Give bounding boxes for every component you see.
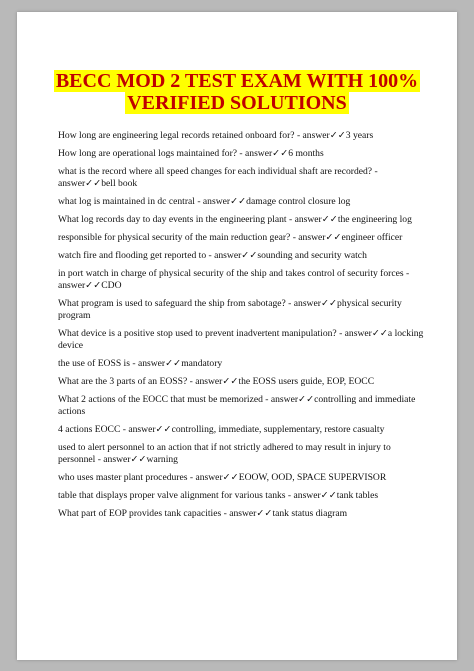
qa-item: what log is maintained in dc central - answer✓✓damage control closure log	[58, 196, 351, 207]
qa-item: What device is a positive stop used to prevent inadvertent manipulation? - answer✓✓a locking device	[58, 328, 424, 351]
qa-item: What part of EOP provides tank capacities - answer✓✓tank status diagram	[58, 508, 348, 519]
qa-item: What log records day to day events in the engineering plant - answer✓✓the engineering log	[58, 214, 412, 225]
qa-item: what is the record where all speed changes for each individual shaft are recorded? - answer✓✓bell book	[58, 166, 378, 189]
qa-item: who uses master plant procedures - answer✓✓EOOW, OOD, SPACE SUPERVISOR	[58, 472, 387, 483]
qa-item: used to alert personnel to an action that if not strictly adhered to may result in injury to personnel - answer✓✓warning	[58, 442, 391, 465]
qa-item: the use of EOSS is - answer✓✓mandatory	[58, 358, 223, 369]
document-title	[17, 70, 457, 114]
qa-item: What program is used to safeguard the ship from sabotage? - answer✓✓physical security program	[58, 298, 402, 321]
qa-item: How long are operational logs maintained for? - answer✓✓6 months	[58, 148, 324, 159]
qa-item: How long are engineering legal records retained onboard for? - answer✓✓3 years	[58, 130, 374, 141]
qa-item: responsible for physical security of the main reduction gear? - answer✓✓engineer officer	[58, 232, 403, 243]
qa-item: What 2 actions of the EOCC that must be memorized - answer✓✓controlling and immediate actions	[58, 394, 416, 417]
document-page	[17, 12, 457, 660]
qa-item: watch fire and flooding get reported to - answer✓✓sounding and security watch	[58, 250, 367, 261]
qa-item: 4 actions EOCC - answer✓✓controlling, immediate, supplementary, restore casualty	[58, 424, 385, 435]
qa-item: What are the 3 parts of an EOSS? - answer✓✓the EOSS users guide, EOP, EOCC	[58, 376, 375, 387]
qa-item: table that displays proper valve alignment for various tanks - answer✓✓tank tables	[58, 490, 379, 501]
title-line-2: VERIFIED SOLUTIONS	[127, 92, 347, 114]
title-line-1: BECC MOD 2 TEST EXAM WITH 100%	[55, 70, 419, 92]
question-answer-list	[58, 130, 426, 526]
qa-item: in port watch in charge of physical security of the ship and takes control of security forces - answer✓✓CDO	[58, 268, 410, 291]
